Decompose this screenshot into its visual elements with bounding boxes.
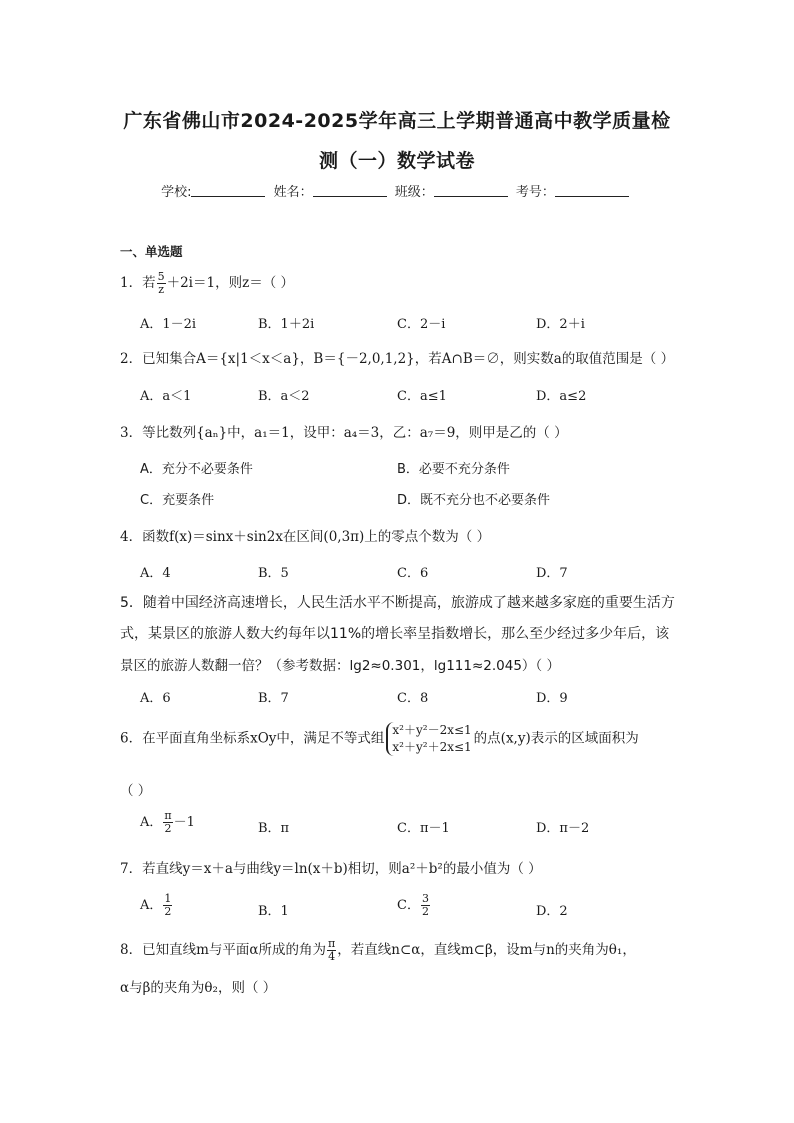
q4-option-c[interactable]: C．6	[397, 566, 429, 581]
q8-suffix: ，若直线n⊂α，直线m⊂β，设m与n的夹角为θ₁，	[337, 942, 636, 958]
q3-option-d[interactable]: D．既不充分也不必要条件	[397, 493, 551, 508]
q6-inequality-system	[386, 722, 471, 756]
question-1-stem	[120, 271, 294, 296]
question-8-stem	[120, 938, 636, 963]
exam-title-line-1: 广东省佛山市2024-2025学年高三上学期普通高中教学质量检	[123, 110, 671, 132]
q5-option-d[interactable]: D．9	[536, 691, 568, 706]
q7-a-prefix: A．	[140, 898, 163, 913]
q1-frac-num: 5	[157, 270, 165, 283]
q1-frac-den: z	[158, 283, 164, 296]
q1-option-c[interactable]: C．2－i	[397, 317, 446, 332]
q6-a-den: 2	[164, 822, 172, 835]
q7-c-num: 3	[421, 892, 429, 905]
q5-option-b[interactable]: B．7	[258, 691, 289, 706]
q7-option-c[interactable]	[397, 893, 431, 918]
q7-a-num: 1	[164, 892, 172, 905]
class-label: 班级：	[394, 185, 434, 200]
question-5-stem-line-3: 景区的旅游人数翻一倍？（参考数据：lg2≈0.301，lg111≈2.045）（ ）	[120, 658, 560, 674]
q2-option-c[interactable]: C．a≤1	[397, 389, 447, 404]
q1-option-b[interactable]: B．1＋2i	[258, 317, 315, 332]
school-label: 学校:	[161, 185, 192, 200]
q7-c-fraction	[421, 893, 430, 918]
q6-suffix: 的点(x,y)表示的区域面积为	[473, 730, 639, 747]
q6-a-num: π	[164, 809, 172, 822]
q7-option-a[interactable]	[140, 893, 173, 918]
question-2-stem: 2．已知集合A＝{x|1＜x＜a}，B＝{－2,0,1,2}，若A∩B＝∅，则实数a的取值范围是（ ）	[120, 351, 675, 367]
q1-prefix: 1．若	[120, 275, 156, 291]
q8-fraction	[327, 938, 336, 963]
question-3-stem: 3．等比数列{aₙ}中，a₁＝1，设甲：a₄＝3，乙：a₇＝9，则甲是乙的（ ）	[120, 425, 568, 441]
question-6-stem	[120, 722, 639, 756]
q6-a-fraction	[163, 810, 172, 835]
question-5-stem-line-2: 式，某景区的旅游人数大约每年以11%的增长率呈指数增长，那么至少经过多少年后，该	[120, 626, 670, 642]
q7-c-den: 2	[421, 905, 429, 918]
name-label: 姓名：	[273, 185, 313, 200]
q6-a-prefix: A．	[140, 815, 163, 830]
exam-title-line-2: 测（一）数学试卷	[318, 150, 475, 172]
q1-option-d[interactable]: D．2＋i	[536, 317, 585, 332]
question-4-stem: 4．函数f(x)＝sinx＋sin2x在区间(0,3π)上的零点个数为（ ）	[120, 529, 491, 545]
q5-option-a[interactable]: A．6	[140, 691, 171, 706]
q6-option-a[interactable]	[140, 810, 195, 835]
q8-frac-den: 4	[328, 950, 336, 963]
q2-option-d[interactable]: D．a≤2	[536, 389, 587, 404]
q7-option-b[interactable]: B．1	[258, 904, 289, 919]
q4-option-d[interactable]: D．7	[536, 566, 568, 581]
question-5-stem-line-1: 5．随着中国经济高速增长，人民生活水平不断提高，旅游成了越来越多家庭的重要生活方	[120, 595, 675, 611]
q3-option-c[interactable]: C．充要条件	[140, 493, 215, 508]
question-7-stem: 7．若直线y＝x＋a与曲线y＝ln(x＋b)相切，则a²＋b²的最小值为（ ）	[120, 861, 542, 877]
question-6-stem-cont: （ ）	[120, 783, 152, 799]
exam-number-label: 考号：	[515, 185, 555, 200]
q3-option-a[interactable]: A．充分不必要条件	[140, 462, 253, 477]
q6-a-suffix: －1	[173, 815, 195, 830]
q7-a-fraction	[163, 893, 172, 918]
q1-option-a[interactable]: A．1－2i	[140, 317, 197, 332]
q3-option-b[interactable]: B．必要不充分条件	[397, 462, 510, 477]
q2-option-b[interactable]: B．a＜2	[258, 389, 310, 404]
question-8-stem-cont: α与β的夹角为θ₂，则（ ）	[120, 980, 277, 996]
name-blank[interactable]	[313, 183, 387, 197]
q6-option-c[interactable]: C．π－1	[397, 821, 450, 836]
q6-ineq-1: x²＋y²－2x≤1	[392, 723, 472, 737]
q8-prefix: 8．已知直线m与平面α所成的角为	[120, 942, 327, 958]
q6-option-d[interactable]: D．π－2	[536, 821, 590, 836]
student-info-row	[0, 181, 794, 200]
q5-option-c[interactable]: C．8	[397, 691, 429, 706]
exam-number-blank[interactable]	[555, 183, 629, 197]
q1-suffix: ＋2i＝1，则z＝（ ）	[166, 275, 294, 291]
school-blank[interactable]	[191, 183, 265, 197]
q7-c-prefix: C．	[397, 898, 420, 913]
q8-frac-num: π	[328, 937, 336, 950]
q7-a-den: 2	[164, 905, 172, 918]
q7-option-d[interactable]: D．2	[536, 904, 568, 919]
q4-option-b[interactable]: B．5	[258, 566, 289, 581]
section-heading: 一、单选题	[120, 244, 183, 259]
class-blank[interactable]	[434, 183, 508, 197]
q2-option-a[interactable]: A．a＜1	[140, 389, 192, 404]
q6-option-b[interactable]: B．π	[258, 821, 290, 836]
q4-option-a[interactable]: A．4	[140, 566, 171, 581]
q6-prefix: 6．在平面直角坐标系xOy中，满足不等式组	[120, 730, 385, 747]
q1-fraction	[157, 271, 166, 296]
q6-ineq-2: x²＋y²＋2x≤1	[392, 740, 472, 754]
